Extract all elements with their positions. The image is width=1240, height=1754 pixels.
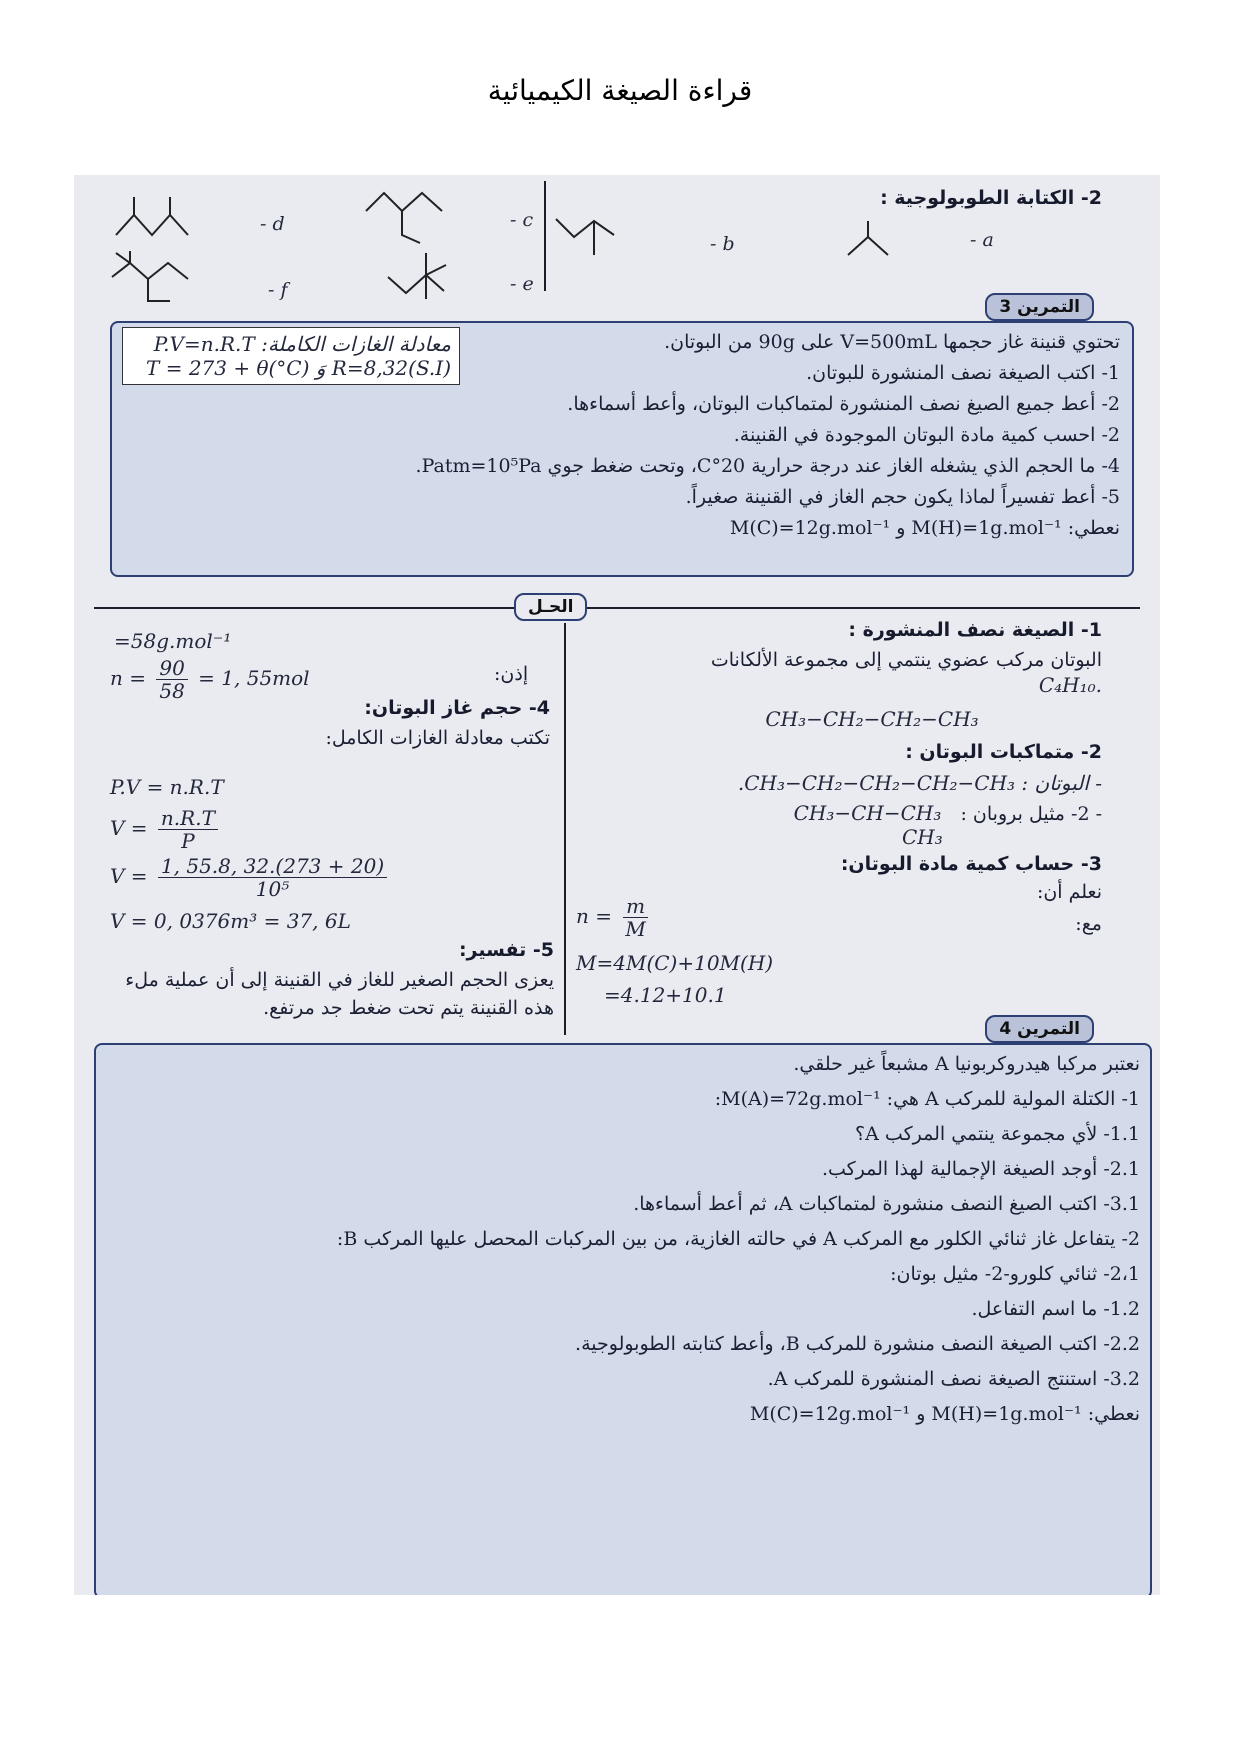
solution-left-column (114, 697, 550, 749)
sol-text: مع: (1075, 913, 1102, 935)
sol-text: هذه القنينة يتم تحت ضغط جد مرتفع. (263, 997, 554, 1019)
ex4-line: 3.2- استنتج الصيغة نصف المنشورة للمركب A. (767, 1368, 1140, 1390)
isomer-2-name: - 2- مثيل بروبان : (960, 803, 1102, 825)
gas-eq-4: V = 0, 0376m³ = 37, 6L (110, 909, 351, 933)
solution-rule (94, 607, 1140, 609)
sol-text: البوتان مركب عضوي ينتمي إلى مجموعة الألكانات (710, 649, 1102, 671)
ex4-line: 1.1- لأي مجموعة ينتمي المركب A؟ (855, 1123, 1140, 1145)
molecule-b-skeletal (554, 215, 624, 259)
sol-heading-5: 5- تفسير: (458, 939, 554, 961)
ideal-gas-formula-box (122, 327, 460, 385)
n-lhs: n = (110, 666, 146, 690)
molecule-c-skeletal (364, 187, 454, 243)
isomer-2-branch: CH₃ (902, 825, 943, 849)
fraction (158, 807, 218, 852)
n-result: = 1, 55mol (198, 666, 310, 690)
fraction (156, 657, 187, 702)
exercise-3-tag: التمرين 3 (985, 293, 1094, 321)
sol-formula: .C₄H₁₀ (1038, 673, 1102, 697)
denominator: M (625, 917, 646, 941)
ex3-line: نعطي: M(H)=1g.mol⁻¹ و M(C)=12g.mol⁻¹ (729, 517, 1120, 539)
numerator: m (623, 895, 648, 918)
molar-mass-formula: M=4M(C)+10M(H) (576, 951, 774, 975)
exercise-4-tag: التمرين 4 (985, 1015, 1094, 1043)
ideal-gas-constants: R=8,32(S.I) وَ T = 273 + θ(°C) (146, 356, 451, 380)
molar-mass-value: =4.12+10.1 (604, 983, 727, 1007)
gas-eq-3 (110, 855, 391, 900)
ex3-line: 2- أعط جميع الصيغ نصف المنشورة لمتماكبات البوتان، وأعط أسماءها. (567, 393, 1120, 415)
n-calculation (110, 657, 310, 702)
solution-right-column (642, 619, 1102, 935)
solution-divider (564, 623, 566, 1035)
sol-text: تكتب معادلة الغازات الكامل: (325, 727, 550, 749)
numerator: n.R.T (158, 807, 218, 830)
exercise-4-box (94, 1043, 1152, 1595)
molar-mass-result: =58g.mol⁻¹ (114, 629, 232, 653)
label-d: - d (260, 213, 285, 235)
label-f: - f (268, 279, 288, 301)
ex4-line: 2،1- ثنائي كلورو-2- مثيل بوتان: (890, 1263, 1140, 1285)
ex3-line: تحتوي قنينة غاز حجمها V=500mL على 90g من البوتان. (664, 331, 1120, 353)
sol-text: نعلم أن: (1036, 881, 1102, 903)
denominator: 58 (159, 679, 185, 703)
butane-formula: CH₃−CH₂−CH₂−CH₃ (765, 707, 979, 731)
isomer-2-chain: CH₃−CH−CH₃ (793, 801, 942, 825)
molecule-f-skeletal (110, 249, 198, 307)
label-a: - a (970, 229, 994, 251)
sol-heading-2: 2- متماكبات البوتان : (905, 741, 1102, 763)
denominator: P (181, 829, 195, 853)
ex4-line: 2- يتفاعل غاز ثنائي الكلور مع المركب A في حالته الغازية، من بين المركبات المحصل عليها المركب B: (336, 1228, 1140, 1250)
molar-amount-formula (576, 895, 653, 940)
molecule-e-skeletal (386, 247, 456, 303)
ex4-line: 3.1- اكتب الصيغ النصف منشورة لمتماكبات A، ثم أعط أسماءها. (633, 1193, 1140, 1215)
label-e: - e (510, 273, 534, 295)
then-label: إذن: (494, 663, 529, 685)
ex3-line: 1- اكتب الصيغة نصف المنشورة للبوتان. (806, 362, 1120, 384)
ex4-line: نعطي: M(H)=1g.mol⁻¹ و M(C)=12g.mol⁻¹ (749, 1403, 1140, 1425)
ex4-line: 2.2- اكتب الصيغة النصف منشورة للمركب B، وأعط كتابته الطوبولوجية. (575, 1333, 1140, 1355)
fraction (622, 895, 648, 940)
eq-lhs: V = (110, 816, 148, 840)
sol-heading-4: 4- حجم غاز البوتان: (364, 697, 550, 719)
label-b: - b (710, 233, 735, 255)
ex4-line: نعتبر مركبا هيدروكربونيا A مشبعاً غير حلقي. (793, 1053, 1140, 1075)
label-c: - c (510, 209, 534, 231)
fraction (158, 855, 387, 900)
exercise-4-text (110, 1053, 1140, 1425)
sol-text: يعزى الحجم الصغير للغاز في القنينة إلى أن عملية ملء (125, 969, 554, 991)
ex3-line: 2- احسب كمية مادة البوتان الموجودة في القنينة. (733, 424, 1120, 446)
molecule-a-skeletal (844, 219, 894, 259)
page-title: قراءة الصيغة الكيميائية (487, 74, 753, 107)
sol-heading-3: 3- حساب كمية مادة البوتان: (840, 853, 1102, 875)
topo-heading: 2- الكتابة الطوبولوجية : (880, 187, 1102, 209)
sol-heading-1: 1- الصيغة نصف المنشورة : (848, 619, 1102, 641)
denominator: 10⁵ (255, 877, 290, 901)
numerator: 90 (156, 657, 187, 680)
solution-tag: الحـل (514, 593, 587, 621)
gas-eq-1: P.V = n.R.T (110, 775, 224, 799)
ex4-line: 2.1- أوجد الصيغة الإجمالية لهذا المركب. (821, 1158, 1140, 1180)
n-eq: n = (576, 904, 612, 928)
exercise-3-box (110, 321, 1134, 577)
ex3-line: 5- أعط تفسيراً لماذا يكون حجم الغاز في القنينة صغيراً. (685, 486, 1120, 508)
isomer-2 (642, 801, 1102, 825)
explanation (114, 939, 554, 1019)
isomer-1: - البوتان : CH₃−CH₂−CH₂−CH₂−CH₃. (737, 771, 1102, 795)
topo-divider (544, 181, 546, 291)
ex3-line: 4- ما الحجم الذي يشغله الغاز عند درجة حرارية 20°C، وتحت ضغط جوي Patm=10⁵Pa. (415, 455, 1120, 477)
eq-lhs: V = (110, 864, 148, 888)
scanned-textbook-page (74, 175, 1160, 1595)
numerator: 1, 55.8, 32.(273 + 20) (158, 855, 387, 878)
molecule-d-skeletal (114, 195, 194, 239)
ex4-line: 1- الكتلة المولية للمركب A هي: M(A)=72g.mol⁻¹: (714, 1088, 1140, 1110)
gas-eq-2 (110, 807, 222, 852)
ideal-gas-formula: معادلة الغازات الكاملة: P.V=n.R.T (153, 332, 451, 356)
ex4-line: 1.2- ما اسم التفاعل. (971, 1298, 1140, 1320)
exercise-3-text (415, 331, 1120, 548)
